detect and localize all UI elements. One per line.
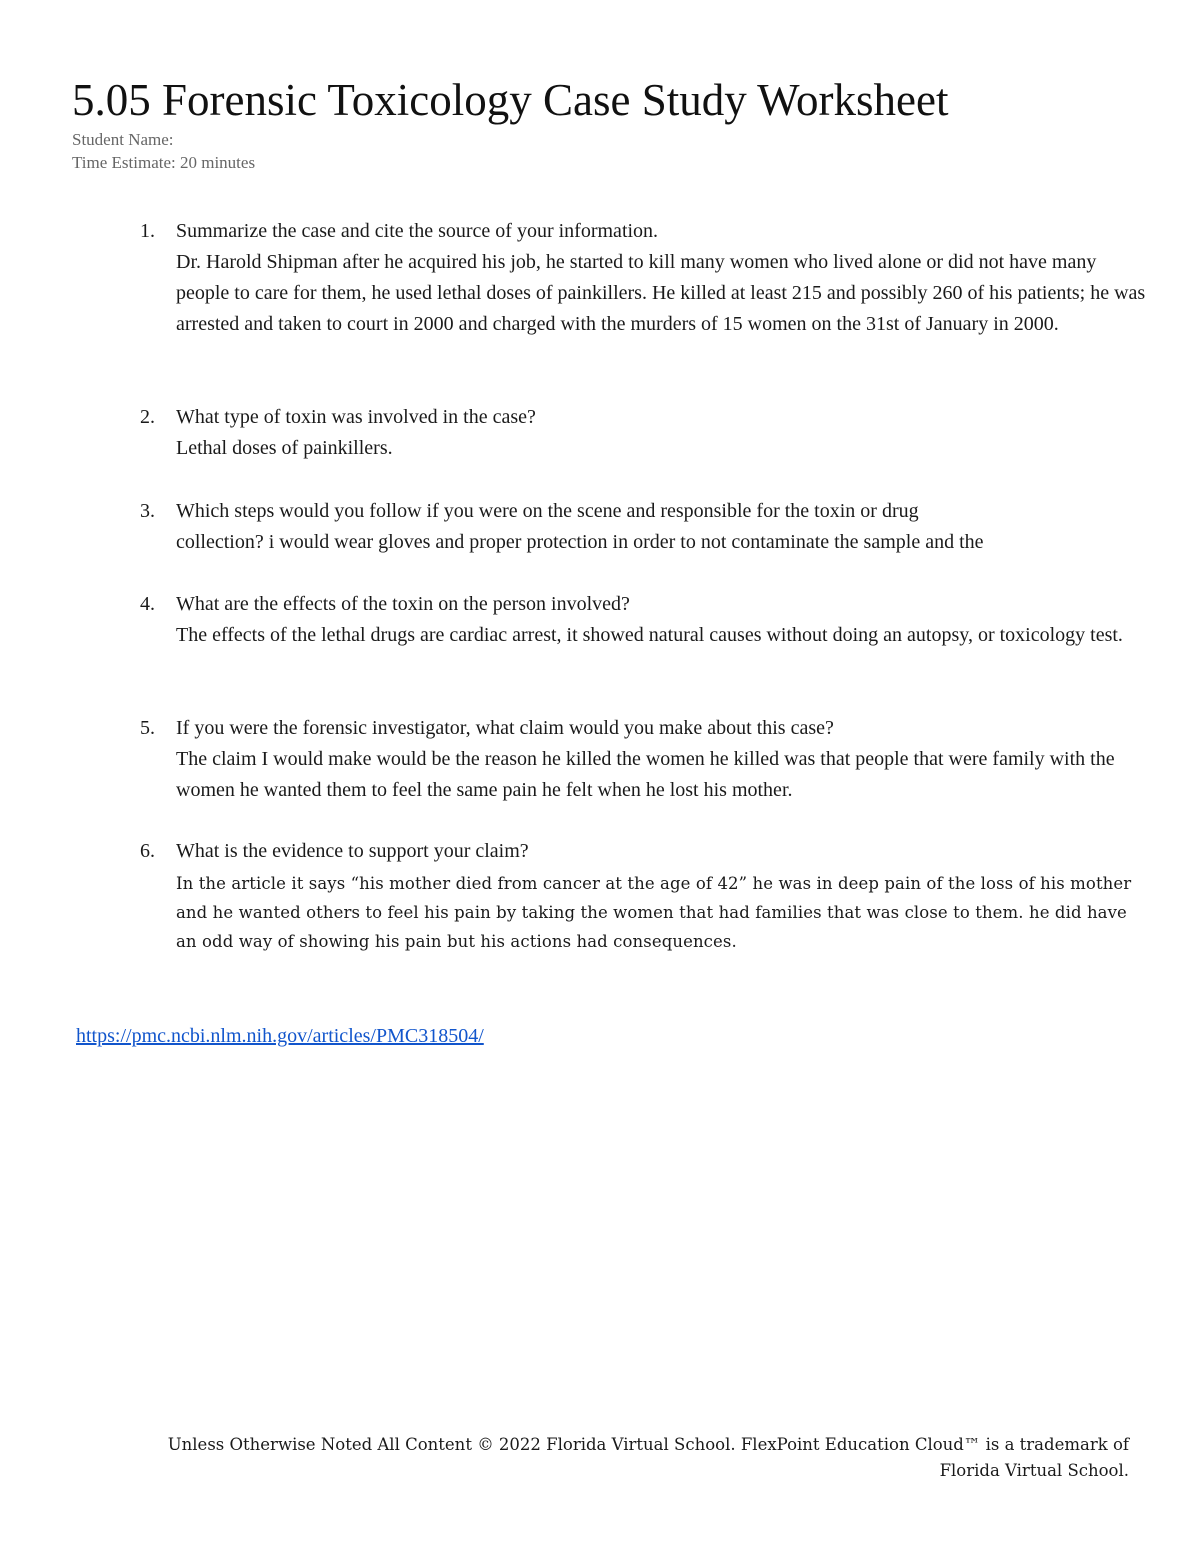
question-text: What type of toxin was involved in the case? — [176, 406, 536, 428]
question-number: 4. — [140, 593, 155, 615]
question-text: Summarize the case and cite the source of your information. — [176, 220, 659, 242]
copyright-footer — [69, 1432, 1129, 1484]
answer-text: The effects of the lethal drugs are cardiac arrest, it showed natural causes without doing an autopsy, or toxicology test. — [176, 624, 1123, 646]
question-number: 5. — [140, 717, 155, 739]
source-link[interactable]: https://pmc.ncbi.nlm.nih.gov/articles/PMC318504/ — [76, 1025, 484, 1047]
question-number: 1. — [140, 220, 155, 242]
page-title: 5.05 Forensic Toxicology Case Study Worksheet — [72, 75, 949, 125]
question-item-4 — [140, 589, 1146, 651]
question-text: If you were the forensic investigator, what claim would you make about this case? — [176, 717, 834, 739]
question-number: 3. — [140, 500, 155, 522]
question-item-6 — [140, 836, 1146, 956]
footer-line-1: Unless Otherwise Noted All Content © 2022 Florida Virtual School. FlexPoint Education Cloud™ is a trademark of — [167, 1435, 1129, 1454]
question-text: What are the effects of the toxin on the person involved? — [176, 593, 630, 615]
question-item-2 — [140, 402, 1146, 464]
question-text: Which steps would you follow if you were on the scene and responsible for the toxin or drug — [176, 500, 919, 522]
question-number: 6. — [140, 840, 155, 862]
footer-line-2: Florida Virtual School. — [939, 1461, 1129, 1480]
question-item-5 — [140, 713, 1146, 806]
student-name-label: Student Name: — [72, 130, 174, 149]
answer-text: collection? i would wear gloves and proper protection in order to not contaminate the sample and the — [176, 531, 984, 553]
time-estimate: Time Estimate: 20 minutes — [72, 153, 256, 172]
answer-text: In the article it says “his mother died from cancer at the age of 42” he was in deep pain of the loss of his mother and he wanted others to feel his pain by taking the women that had families that was close to them. he did have an odd way of showing his pain but his actions had consequences. — [176, 874, 1132, 951]
question-number: 2. — [140, 406, 155, 428]
answer-text: The claim I would make would be the reason he killed the women he killed was that people that were family with the women he wanted them to feel the same pain he felt when he lost his mother. — [176, 748, 1115, 801]
answer-text: Lethal doses of painkillers. — [176, 437, 393, 459]
question-item-3 — [140, 496, 1146, 558]
answer-text: Dr. Harold Shipman after he acquired his job, he started to kill many women who lived alone or did not have many people to care for them, he used lethal doses of painkillers. He killed at least 215 and possibly 260 of his patients; he was arrested and taken to court in 2000 and charged with the murders of 15 women on the 31st of January in 2000. — [176, 251, 1146, 335]
question-item-1 — [140, 216, 1146, 340]
question-text: What is the evidence to support your claim? — [176, 840, 529, 862]
